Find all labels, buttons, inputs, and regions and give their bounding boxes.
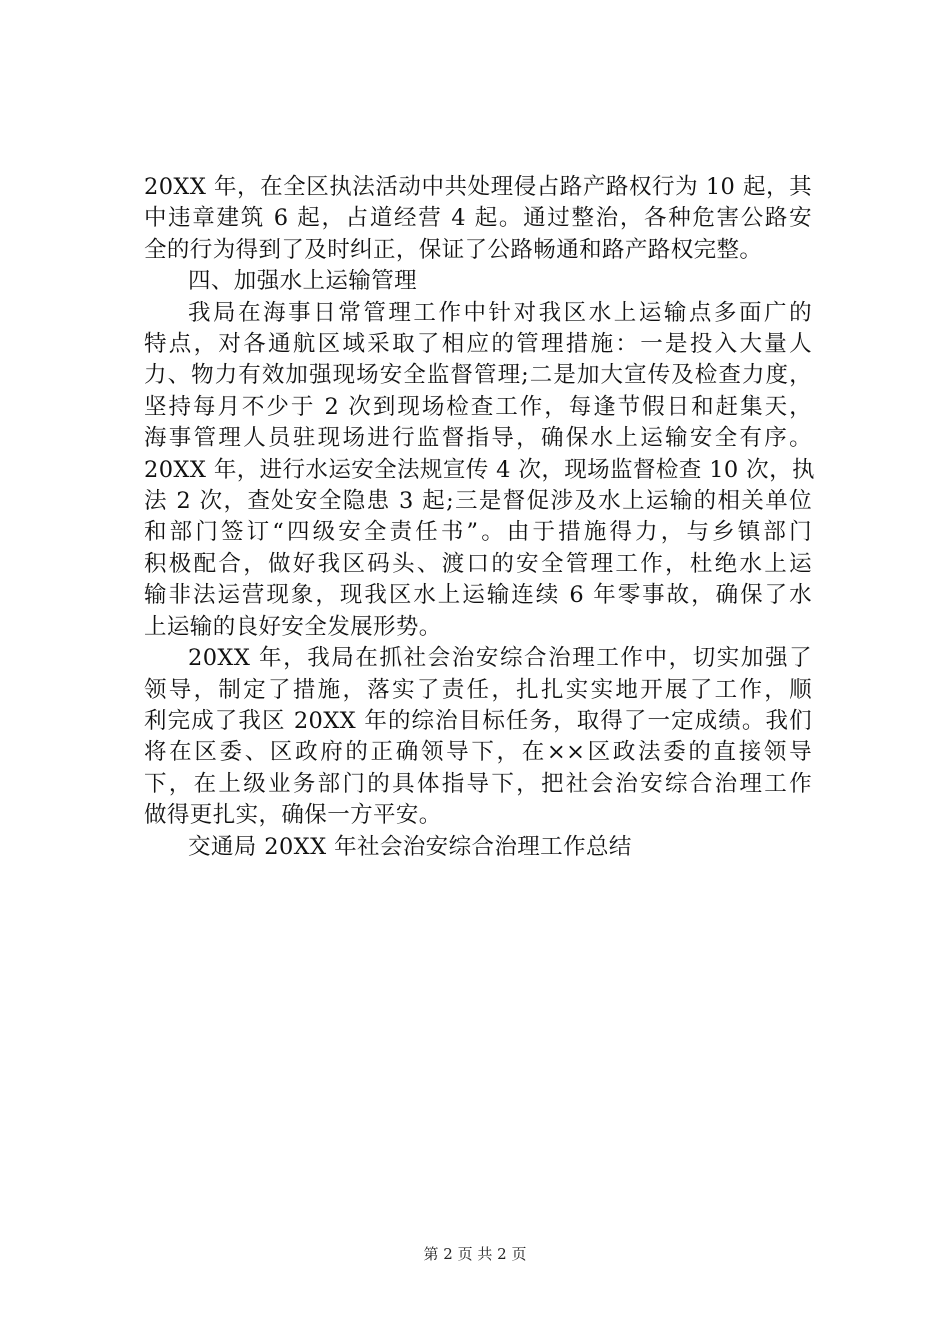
- document-title-text: 交通局 20XX 年社会治安综合治理工作总结: [188, 833, 632, 860]
- section-heading-text: 四、加强水上运输管理: [188, 268, 418, 295]
- text-line: 做得更扎实，确保一方平安。: [144, 802, 442, 829]
- paragraph-water-transport: [144, 298, 815, 643]
- document-body: [144, 172, 815, 863]
- text-line: 积极配合，做好我区码头、渡口的安全管理工作，杜绝水上运: [144, 550, 812, 577]
- page-number-footer: 第 2 页 共 2 页: [423, 1245, 527, 1263]
- text-line: 利完成了我区 20XX 年的综治目标任务，取得了一定成绩。我们: [144, 707, 812, 734]
- text-line: 我局在海事日常管理工作中针对我区水上运输点多面广的: [188, 299, 812, 326]
- text-line: 上运输的良好安全发展形势。: [144, 613, 442, 640]
- section-heading: [144, 266, 812, 297]
- paragraph-law-enforcement: [144, 172, 812, 266]
- text-line: 海事管理人员驻现场进行监督指导，确保水上运输安全有序。: [144, 425, 812, 452]
- text-line: 力、物力有效加强现场安全监督管理;二是加大宣传及检查力度，: [144, 362, 812, 389]
- text-line: 将在区委、区政府的正确领导下，在××区政法委的直接领导: [144, 739, 812, 766]
- text-line: 坚持每月不少于 2 次到现场检查工作，每逢节假日和赶集天，: [144, 393, 812, 420]
- document-title-line: [144, 832, 812, 863]
- text-line: 全的行为得到了及时纠正，保证了公路畅通和路产路权完整。: [144, 236, 763, 263]
- text-line: 中违章建筑 6 起，占道经营 4 起。通过整治，各种危害公路安: [144, 205, 812, 232]
- paragraph-summary: [144, 643, 812, 831]
- text-line: 特点，对各通航区域采取了相应的管理措施：一是投入大量人: [144, 331, 812, 358]
- text-line: 20XX 年，在全区执法活动中共处理侵占路产路权行为 10 起，其: [144, 174, 812, 200]
- text-line: 20XX 年，进行水运安全法规宣传 4 次，现场监督检查 10 次，执: [144, 456, 815, 483]
- text-line: 领导，制定了措施，落实了责任，扎扎实实地开展了工作，顺: [144, 676, 812, 703]
- text-line: 20XX 年，我局在抓社会治安综合治理工作中，切实加强了: [188, 645, 812, 672]
- text-line: 下，在上级业务部门的具体指导下，把社会治安综合治理工作: [144, 770, 812, 797]
- text-line: 和部门签订“四级安全责任书”。由于措施得力，与乡镇部门: [144, 519, 812, 546]
- text-line: 法 2 次，查处安全隐患 3 起;三是督促涉及水上运输的相关单位: [144, 488, 812, 515]
- text-line: 输非法运营现象，现我区水上运输连续 6 年零事故，确保了水: [144, 582, 812, 609]
